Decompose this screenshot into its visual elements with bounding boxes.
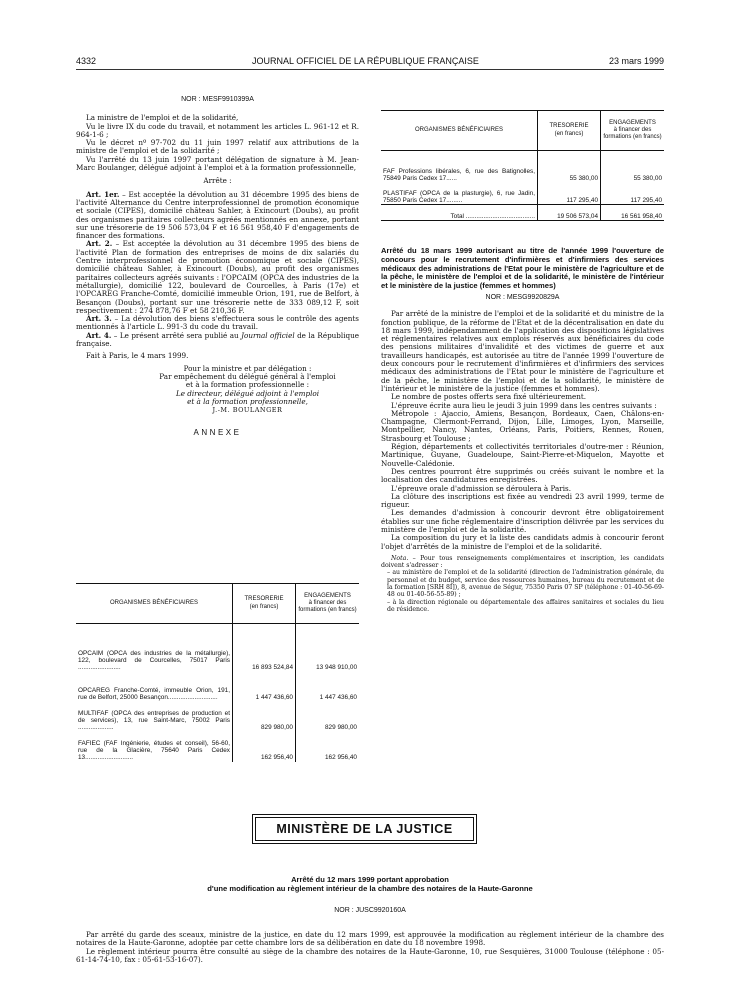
paragraph: Région, départements et collectivités territoriales d'outre-mer : Réunion, Martinique, Guyane, Guadeloupe, Saint-Pierre-et-Miquelon, Mayotte et Nouvelle-Calédonie. [381, 442, 664, 468]
engagement-cell: 13 948 910,00 [316, 664, 357, 672]
engagement-cell: 162 956,40 [325, 754, 357, 762]
column-header-sub: à financer des formations (en francs) [603, 126, 662, 141]
column-header: ORGANISMES BÉNÉFICIAIRES [76, 584, 233, 624]
tresorerie-cell: 117 295,40 [538, 183, 601, 205]
paragraph: Vu le décret nº 97-702 du 11 juin 1997 relatif aux attributions de la ministre de l'emploi et de la solidarité ; [76, 138, 359, 156]
engagement-cell: 1 447 436,60 [319, 694, 357, 702]
table-row [76, 672, 359, 702]
column-header [233, 584, 296, 624]
title-line: Arrêté du 12 mars 1999 portant approbation [291, 875, 449, 884]
engagement-cell: 829 980,00 [325, 724, 357, 732]
tresorerie-cell: 829 980,00 [233, 702, 296, 732]
paragraph: L'épreuve orale d'admission se déroulera à Paris. [391, 483, 572, 493]
tresorerie-cell: 16 893 524,84 [233, 634, 296, 672]
column-header-sub: (en francs) [249, 603, 279, 610]
column-header-title: TRESORERIE [549, 123, 589, 130]
paragraph: Des centres pourront être supprimés ou créés suivant le nombre et la localisation des candidatures enregistrées. [381, 466, 664, 485]
article-text: – Le présent arrêté sera publié au [111, 330, 242, 340]
org-cell: OPCAIM (OPCA des industries de la métallurgie), 122, boulevard de Courcelles, 75017 Paris ........................ [76, 634, 233, 672]
right-column [381, 247, 664, 613]
paragraph: Les demandes d'admission à concourir devront être obligatoirement établies sur une fiche réglementaire d'inscription délivrée par les services du ministère de l'emploi et de la solidarité. [381, 508, 664, 534]
annex-table-part2 [381, 110, 664, 221]
table-row [76, 702, 359, 732]
nota-text: – Pour tous renseignements complémentaires et inscription, les candidats doivent s'adresser : [381, 554, 664, 570]
justice-body [76, 931, 664, 964]
arrete-heading: Arrête : [203, 176, 232, 186]
nor-reference: NOR : JUSC9920160A [334, 907, 406, 914]
column-header-title: TRESORERIE [244, 596, 284, 603]
signature-line: et à la formation professionnelle, [187, 396, 308, 406]
org-cell: OPCAREG Franche-Comté, immeuble Orion, 191, rue de Belfort, 25000 Besançon............................ [76, 672, 233, 702]
engagement-cell: 55 380,00 [633, 175, 662, 183]
table-row [76, 732, 359, 762]
ministry-section-title: MINISTÈRE DE LA JUSTICE [255, 817, 474, 841]
journal-title: JOURNAL OFFICIEL DE LA RÉPUBLIQUE FRANÇAISE [252, 56, 479, 66]
signature-line: Par empêchement du délégué général à l'emploi [159, 371, 336, 381]
nota-block [381, 555, 664, 613]
total-engagement: 16 561 958,40 [621, 212, 662, 220]
signature-line: Le directeur, délégué adjoint à l'emploi [175, 388, 320, 398]
total-label: Total ....................................... [381, 205, 538, 221]
total-tresorerie: 19 506 573,04 [538, 205, 601, 221]
table-row [76, 634, 359, 672]
article-label: Art. 4. [86, 330, 112, 340]
table-row [381, 183, 664, 205]
paragraph: La composition du jury et la liste des candidats admis à concourir feront l'objet d'arrêtés de la ministre de l'emploi et de la solidarité. [381, 533, 664, 551]
signature-block [76, 365, 359, 415]
article-text: de la République française. [76, 330, 359, 349]
left-column [76, 96, 359, 438]
table-row [381, 161, 664, 183]
org-cell: FAF Professions libérales, 6, rue des Batignolles, 75849 Paris Cedex 17...... [381, 161, 538, 183]
page-number: 4332 [76, 56, 97, 66]
annex-table-part1 [76, 583, 359, 762]
issue-date: 23 mars 1999 [608, 56, 664, 66]
article-1 [76, 191, 359, 241]
article-label: Art. 3. [86, 314, 112, 324]
paragraph: Vu l'arrêté du 13 juin 1997 portant délégation de signature à M. Jean-Marc Boulanger, délégué adjoint à l'emploi et à la formation professionnelle, [76, 154, 359, 173]
fait-line: Fait à Paris, le 4 mars 1999. [86, 351, 189, 361]
paragraph: Par arrêté de la ministre de l'emploi et de la solidarité et du ministre de la fonction publique, de la réforme de l'Etat et de la décentralisation en date du 18 mars 1999, indépendamment de l'application des dispositions législatives et réglementaires relatives aux emplois réservés aux bénéficiaires du code des pensions militaires d'invalidité et des victimes de guerre et aux travailleurs handicapés, est autorisée au titre de l'année 1999 l'ouverture de deux concours pour le recrutement d'infirmières et d'infirmiers des services médicaux des administrations de l'Etat pour le ministère de l'agriculture et de la pêche, le ministère de l'emploi et de la solidarité, le ministère de l'intérieur et le ministère de la justice (femmes et hommes). [381, 309, 664, 393]
header-rule [76, 69, 664, 70]
column-header-title: ENGAGEMENTS [304, 592, 351, 599]
column-header [538, 111, 601, 151]
paragraph: Le règlement intérieur pourra être consulté au siège de la chambre des notaires de la Haute-Garonne, 10, rue Sesquières, 31000 Toulouse (téléphone : 05-61-14-74-10, fax : 05-61-53-16-07). [76, 946, 664, 964]
signature-line: et à la formation professionnelle : [185, 380, 310, 390]
paragraph: La clôture des inscriptions est fixée au vendredi 23 avril 1999, terme de rigueur. [381, 491, 664, 510]
paragraph: La ministre de l'emploi et de la solidarité, [86, 113, 239, 123]
org-cell: FAFIEC (FAF Ingénierie, études et conseil), 56-60, rue de la Glacière, 75640 Paris Cedex 13........................... [76, 732, 233, 762]
decree-title: Arrêté du 18 mars 1999 autorisant au titre de l'année 1999 l'ouverture de concours pour le recrutement d'infirmières et d'infirmiers des services médicaux des administrations de l'Etat pour le ministère de l'agriculture et de la pêche, le ministère de l'emploi et de la solidarité, le ministère de l'intérieur et le ministère de la justice (femmes et hommes) [381, 246, 664, 291]
column-header [601, 111, 665, 151]
org-cell: MULTIFAF (OPCA des entreprises de production et de services), 13, rue Saint-Marc, 75002 Paris .................... [76, 702, 233, 732]
nota-item: – au ministère de l'emploi et de la solidarité (direction de l'administration générale, du personnel et du budget, service des ressources humaines, bureau du recrutement et de la formation [SRH 8I]), 8, avenue de Ségur, 75350 Paris 07 SP (téléphone : 01-40-56-69-48 ou 01-40-56-55-89) ; [387, 569, 664, 599]
article-text: – Est acceptée la dévolution au 31 décembre 1995 des biens de l'activité Alternance du Centre interprofessionnel de promotion économique et sociale (CIPES), domicilié château Sahler, à Exincourt (Doubs), au profit des organismes paritaires collecteurs agréés mentionnés en annexe, portant sur une trésorerie de 19 506 573,04 F et 16 561 958,40 F d'engagements de financer des formations. [76, 189, 360, 241]
paragraph: Le nombre de postes offerts sera fixé ultérieurement. [391, 392, 587, 402]
article-text: – Est acceptée la dévolution au 31 décembre 1995 des biens de l'activité Plan de formation des entreprises de moins de dix salariés du Centre interprofessionnel de promotion économique et sociale (CIPES), domicilié château Sahler, à Exincourt (Doubs), au profit des organismes paritaires collecteurs agréés suivants : l'OPCAIM (OPCA des industries de la métallurgie), domicilié 122, boulevard de Courcelles, à Paris (17e) et l'OPCAREG Franche-Comté, domicilié immeuble Orion, 191, rue de Belfort, à Besançon (Doubs), portant sur une trésorerie nette de 333 089,12 F, soit respectivement : 274 878,76 F et 58 210,36 F. [76, 239, 359, 315]
tresorerie-cell: 1 447 436,60 [233, 672, 296, 702]
tresorerie-cell: 162 956,40 [233, 732, 296, 762]
title-line: d'une modification au règlement intérieur de la chambre des notaires de la Haute-Garonne [207, 883, 533, 893]
annexe-heading: ANNEXE [193, 428, 242, 438]
engagement-cell: 117 295,40 [630, 196, 662, 204]
nor-reference: NOR : MESF9910399A [181, 96, 254, 103]
article-4 [76, 332, 359, 349]
column-header-sub: (en francs) [554, 130, 584, 137]
signature-line: Pour la ministre et par délégation : [183, 363, 312, 373]
total-row [381, 205, 664, 221]
justice-decree-title [76, 876, 664, 894]
column-header [296, 584, 360, 624]
column-header-sub: à financer des formations (en francs) [298, 599, 357, 614]
paragraph: Vu le livre IX du code du travail, et notamment les articles L. 961-12 et R. 964-1-6 ; [76, 121, 359, 139]
article-text: – La dévolution des biens s'effectuera sous le contrôle des agents mentionnés à l'article L. 991-3 du code du travail. [76, 314, 359, 332]
org-cell: PLASTIFAF (OPCA de la plasturgie), 6, rue Jadin, 75850 Paris Cedex 17......... [381, 183, 538, 205]
article-2 [76, 240, 359, 315]
signatory-name: J.-M. BOULANGER [212, 406, 283, 415]
article-label: Art. 1er. [86, 189, 120, 199]
nota-item: – à la direction régionale ou départementale des affaires sanitaires et sociales du lieu de résidence. [387, 598, 664, 613]
column-header: ORGANISMES BÉNÉFICIAIRES [381, 111, 538, 151]
nota-intro [381, 555, 664, 570]
column-header-title: ENGAGEMENTS [609, 119, 656, 126]
article-label: Art. 2. [86, 239, 113, 249]
paragraph: Métropole : Ajaccio, Amiens, Besançon, Bordeaux, Caen, Châlons-en-Champagne, Clermont-Ferrand, Dijon, Lille, Limoges, Lyon, Marseille, Montpellier, Nancy, Nantes, Orléans, Paris, Poitiers, Rennes, Rouen, Strasbourg et Toulouse ; [381, 408, 664, 443]
nota-label: Nota. [391, 554, 409, 562]
paragraph: L'épreuve écrite aura lieu le jeudi 3 juin 1999 dans les centres suivants : [391, 400, 657, 410]
tresorerie-cell: 55 380,00 [538, 161, 601, 183]
nor-reference: NOR : MESG9920829A [485, 293, 560, 301]
article-3 [76, 315, 359, 332]
article-text-italic: Journal officiel [241, 330, 295, 340]
paragraph: Par arrêté du garde des sceaux, ministre de la justice, en date du 12 mars 1999, est approuvée la modification au règlement intérieur de la chambre des notaires de la Haute-Garonne, adoptée par cette chambre lors de sa délibération en date du 18 novembre 1998. [76, 930, 664, 948]
